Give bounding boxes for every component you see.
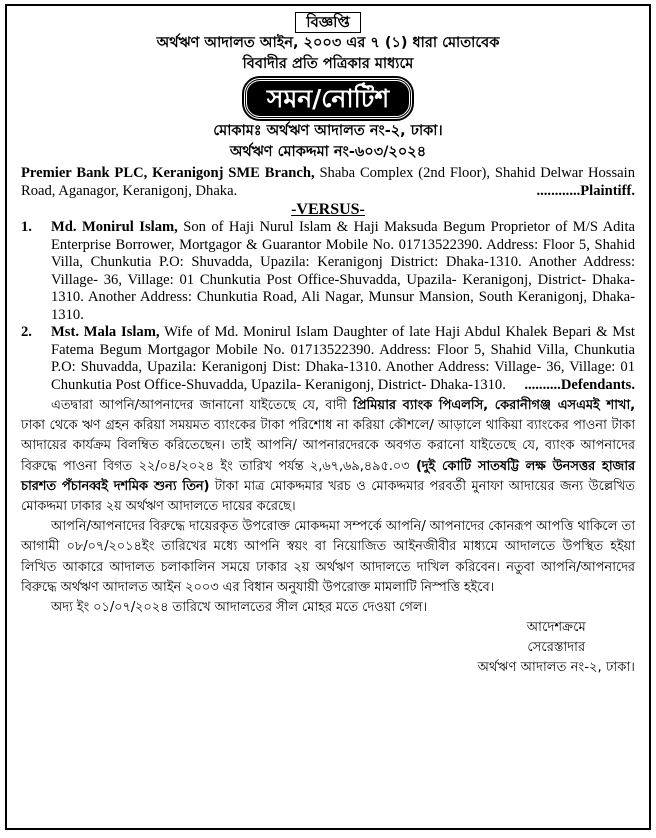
plaintiff-name: Premier Bank PLC, Keranigonj SME Branch, [21,165,315,181]
case-number: অর্থঋণ মোকদ্দমা নং-৬০৩/২০২৪ [229,144,427,160]
signature-title: সেরেস্তাদার [527,640,586,656]
defendant-1 [21,219,635,324]
p1-claim: ঢাকা থেকে ঋণ গ্রহন করিয়া সময়মত ব্যাংকের টাকা পরিশোধ না করিয়া কৌশলে/ আড়ালে থাকিয়া ব্যাংকের পাওনা টাকা আদায়ের কার্যক্রম বিলম্বিত করিতেছেন। তাই আপনি/ আপনারদেরকে অবগত করানো যাইতেছে যে, ব্যাংক আপনাদের বিরুদ্ধে পাওনা বিগত ২২/০৪/২০২৪ ইং তারিখ পর্যন্ত ২,৬৭,৬৯,৪৯৫.০৩ [21,418,635,474]
plaintiff-address: Shaba Complex (2nd Floor), Shahid Delwar Hossain Road, Aganagor, Keranigonj, Dhaka. [21,165,635,199]
body-paragraph-1 [21,396,635,517]
p1-intro: এতদ্বারা আপনি/আপনাদের জানানো যাইতেছে যে, বাদী [51,398,354,413]
signature-column [478,618,635,678]
notice-title: বিজ্ঞপ্তি [295,12,361,33]
p1-bank-name: প্রিমিয়ার ব্যাংক পিএলসি, কেরানীগঞ্জ এসএমই শাখা, [353,398,635,413]
defendants-label: ..........Defendants. [524,376,635,393]
versus-heading: -VERSUS- [291,201,365,218]
defendant-text [51,219,635,324]
signature-order: আদেশক্রমে [526,620,586,636]
defendant-name: Mst. Mala Islam, [51,324,160,340]
court-name: মোকামঃ অর্থঋণ আদালত নং-২, ঢাকা। [213,123,443,139]
defendant-details: Wife of Md. Monirul Islam Daughter of late Haji Abdul Khalek Bepari & Mst Fatema Begum Mortgagor Mobile No. 01713522390. Address: Floor 5, Shahid Villa, Chunkutia P.O: Shuvadda, Upazila: Keranigonj Dist: Dhaka-1310. Another Address: Village- 36, Village: 01 Chunkutia Post Office-Shuvadda, Upazila- Keranigonj, District- Dhaka-1310. [51,324,635,393]
body-paragraph-3: অদ্য ইং ০১/০৭/২০২৪ তারিখে আদালতের সীল মোহর মতে দেওয়া গেল। [51,600,428,616]
notice-page [5,4,651,830]
plaintiff-label: ............Plaintiff. [536,182,635,199]
defendant-number: 1. [21,219,32,235]
signature-block [21,618,635,678]
p1-amount-in-words: (দুই কোটি সাতষট্টি লক্ষ উনসত্তর হাজার চারশত পঁচানব্বই দশমিক শুন্য তিন) [21,458,635,494]
law-reference: অর্থঋণ আদালত আইন, ২০০৩ এর ৭ (১) ধারা মোতাবেক [156,35,500,51]
notice-title-wrap [21,12,635,33]
body-paragraph-2: আপনি/আপনাদের বিরুদ্ধে দায়েরকৃত উপরোক্ত মোকদ্দমা সম্পর্কে আপনি/ আপনাদের কোনরূপ আপত্তি থাকিলে তা আগামী ০৮/০৭/২০১৪ইং তারিখের মধ্যে আপনি স্বয়ং বা নিয়োজিত আইনজীবীর মাধ্যমে আদালতে উপস্থিত হইয়া লিখিত আকারে আদালত চলাকালিন সময়ে ঢাকার ২য় অর্থঋণ আদালতে দাখিল করিবেন। নতুবা আপনি/আপনাদের বিরুদ্ধে অর্থঋণ আদালত আইন ২০০৩ এর বিধান অনুযায়ী উপরোক্ত মামলাটি নিস্পত্তি হইবে। [21,519,635,595]
summons-banner: সমন/নোটিশ [244,78,412,119]
publication-line: বিবাদীর প্রতি পত্রিকার মাধ্যমে [242,56,414,72]
defendant-name: Md. Monirul Islam, [51,219,178,235]
defendant-number: 2. [21,324,32,340]
summons-banner-wrap [21,78,635,119]
p1-closing: টাকা মাত্র মোকদ্দমার খরচ ও মোকদ্দমার পরবর্তী মুনাফা আদায়ের জন্য উল্লেখিত মোকদ্দমা ঢাকার ২য় অর্থঋণ আদালতে দায়ের করেছে। [21,478,635,515]
signature-court: অর্থঋণ আদালত নং-২, ঢাকা। [477,660,635,676]
defendant-details: Son of Haji Nurul Islam & Haji Maksuda Begum Proprietor of M/S Adita Enterprise Borrower, Mortgagor & Guarantor Mobile No. 01713522390. Address: Floor 5, Shahid Villa, Chunkutia P.O: Shuvadda, Upazila: Keranigonj District: Dhaka-1310. Another Address: Village- 36, Village: 01 Chunkutia Post Office-Shuvadda, Upazila- Keranigonj, District- Dhaka-1310. Another Address: Chunkutia Road, Ali Nagar, Munsur Mansion, South Keranigonj, Dhaka-1310. [51,219,635,323]
